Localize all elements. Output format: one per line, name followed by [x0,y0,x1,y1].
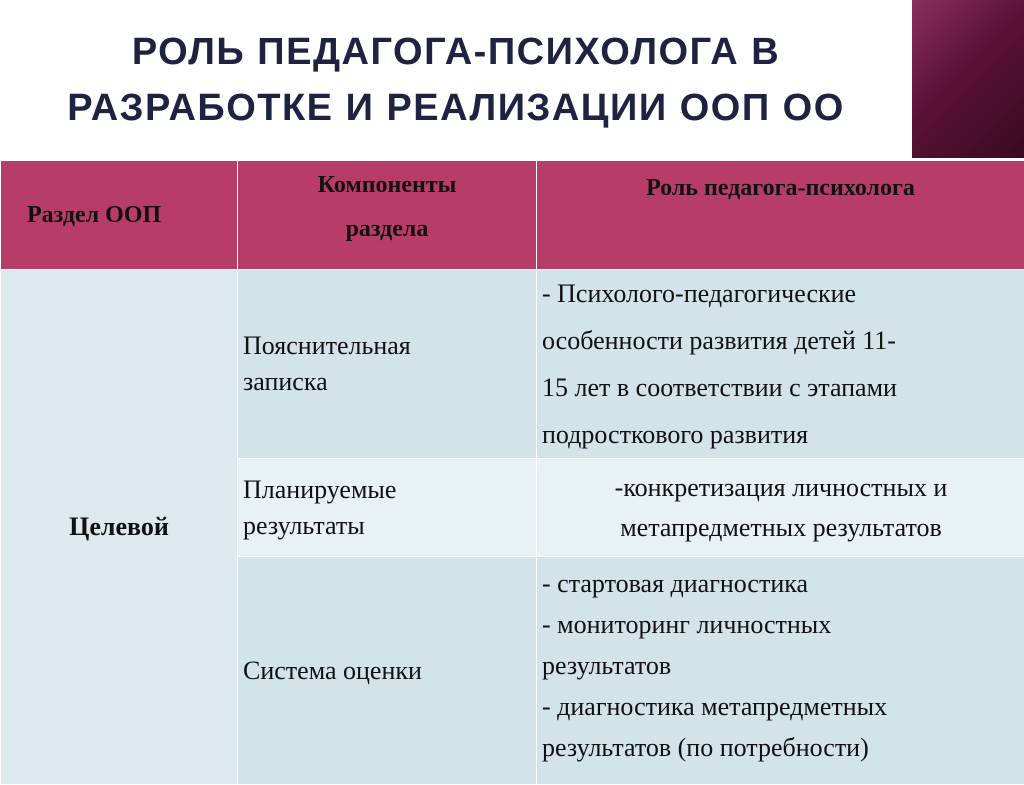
component-line: результаты [243,508,536,544]
slide-title-line-1: РОЛЬ ПЕДАГОГА-ПСИХОЛОГА В [67,24,845,80]
header-components [238,161,537,270]
role-cell [537,459,1024,557]
role-line: особенности развития детей 11- [542,317,1020,364]
table-row [1,270,1024,459]
role-line: результатов (по потребности) [542,727,1020,768]
table-header-row [1,161,1024,270]
role-line: - стартовая диагностика [542,563,1020,604]
section-cell: Целевой [1,270,238,785]
component-line: Планируемые [243,472,536,508]
role-line: -конкретизация личностных и [542,468,1020,508]
roles-table [0,160,1024,785]
component-cell [238,270,537,459]
role-line: - мониторинг личностных [542,604,1020,645]
role-line: - Психолого-педагогические [542,270,1020,317]
header-section: Раздел ООП [1,161,238,270]
slide-title-area [0,0,912,160]
header-components-line-2: раздела [238,207,536,251]
header-role: Роль педагога-психолога [537,161,1024,270]
role-line: подросткового развития [542,411,1020,458]
role-cell [537,270,1024,459]
role-line: 15 лет в соответствии с этапами [542,364,1020,411]
role-line: - диагностика метапредметных [542,686,1020,727]
slide-title-line-2: РАЗРАБОТКЕ И РЕАЛИЗАЦИИ ООП ОО [67,80,845,136]
role-line: результатов [542,645,1020,686]
slide-title [67,24,845,136]
component-line: Пояснительная [243,328,536,364]
role-cell [537,557,1024,785]
role-line: метапредметных результатов [542,508,1020,548]
header-components-line-1: Компоненты [238,163,536,207]
component-cell: Система оценки [238,557,537,785]
decorative-corner-block [912,0,1024,158]
component-cell [238,459,537,557]
component-line: записка [243,364,536,400]
